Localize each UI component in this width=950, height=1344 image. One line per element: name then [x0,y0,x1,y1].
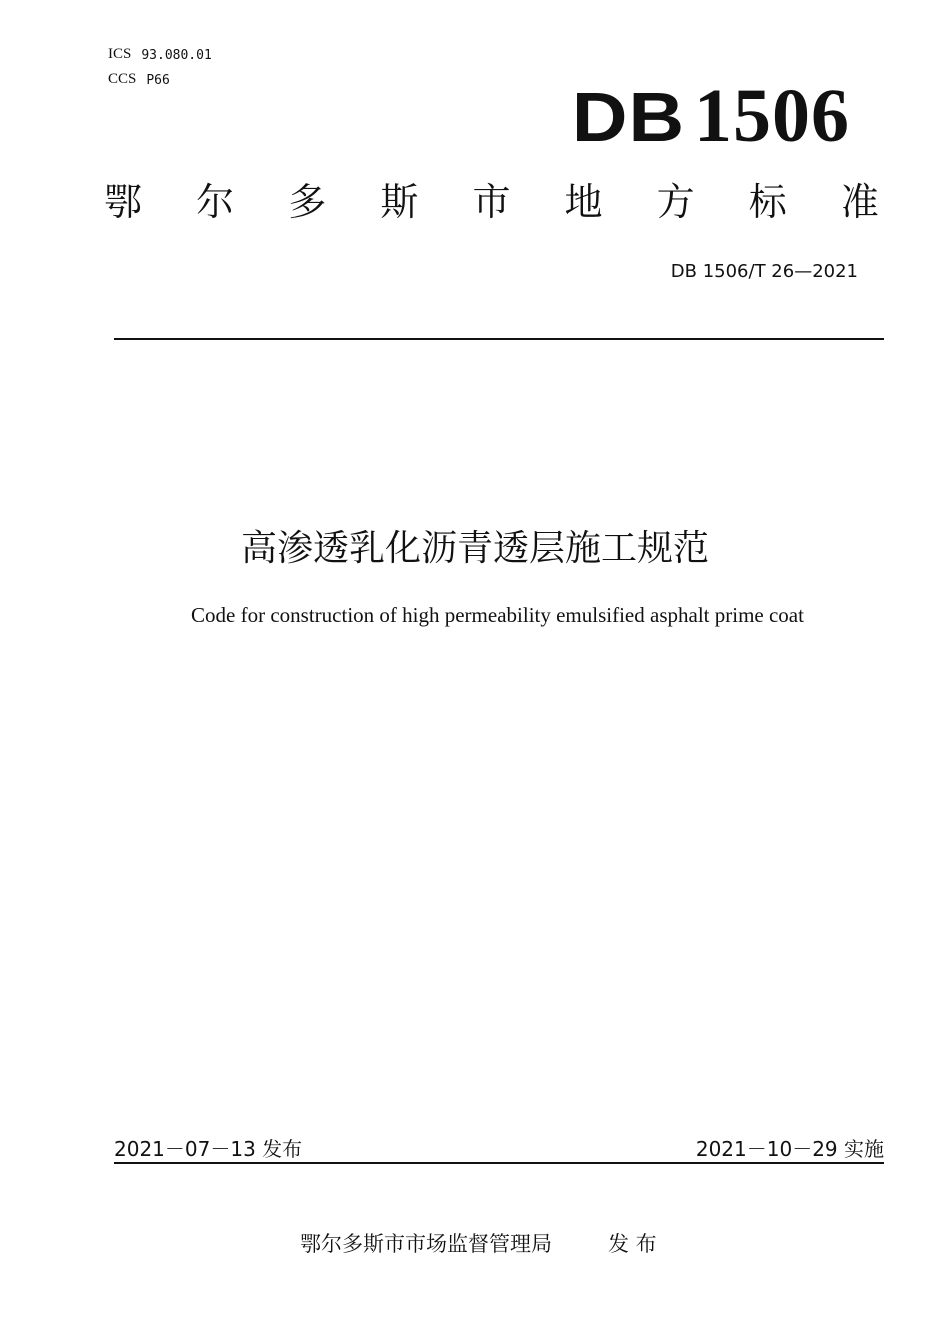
category-char: 标 [748,180,787,224]
ccs-row [108,71,170,88]
standard-category [104,180,879,224]
issuer-action: 发 布 [608,1232,657,1256]
implement-date: 2021－10－29 实施 [695,1137,884,1161]
category-char: 市 [472,180,511,224]
ccs-value: P66 [146,73,170,88]
ics-row [108,46,212,63]
category-char: 准 [840,180,879,224]
category-char: 鄂 [104,180,143,224]
issuer-name: 鄂尔多斯市市场监督管理局 [300,1232,552,1256]
category-char: 斯 [380,180,419,224]
category-char: 多 [288,180,327,224]
standard-number: DB 1506/T 26—2021 [670,261,858,282]
db-logo [571,74,850,158]
category-char: 尔 [196,180,235,224]
db-logo-prefix: DB [571,78,686,156]
ics-value: 93.080.01 [141,48,212,63]
title-chinese: 高渗透乳化沥青透层施工规范 [240,528,709,569]
db-logo-number: 1506 [694,74,850,158]
ccs-label: CCS [108,71,137,87]
bottom-divider [114,1162,884,1164]
issuer [300,1228,657,1258]
title-english: Code for construction of high permeability emulsified asphalt prime coat [191,603,804,627]
ics-label: ICS [108,46,132,62]
category-char: 方 [656,180,695,224]
category-char: 地 [564,180,603,224]
release-date: 2021－07－13 发布 [114,1137,303,1161]
top-divider [114,338,884,340]
